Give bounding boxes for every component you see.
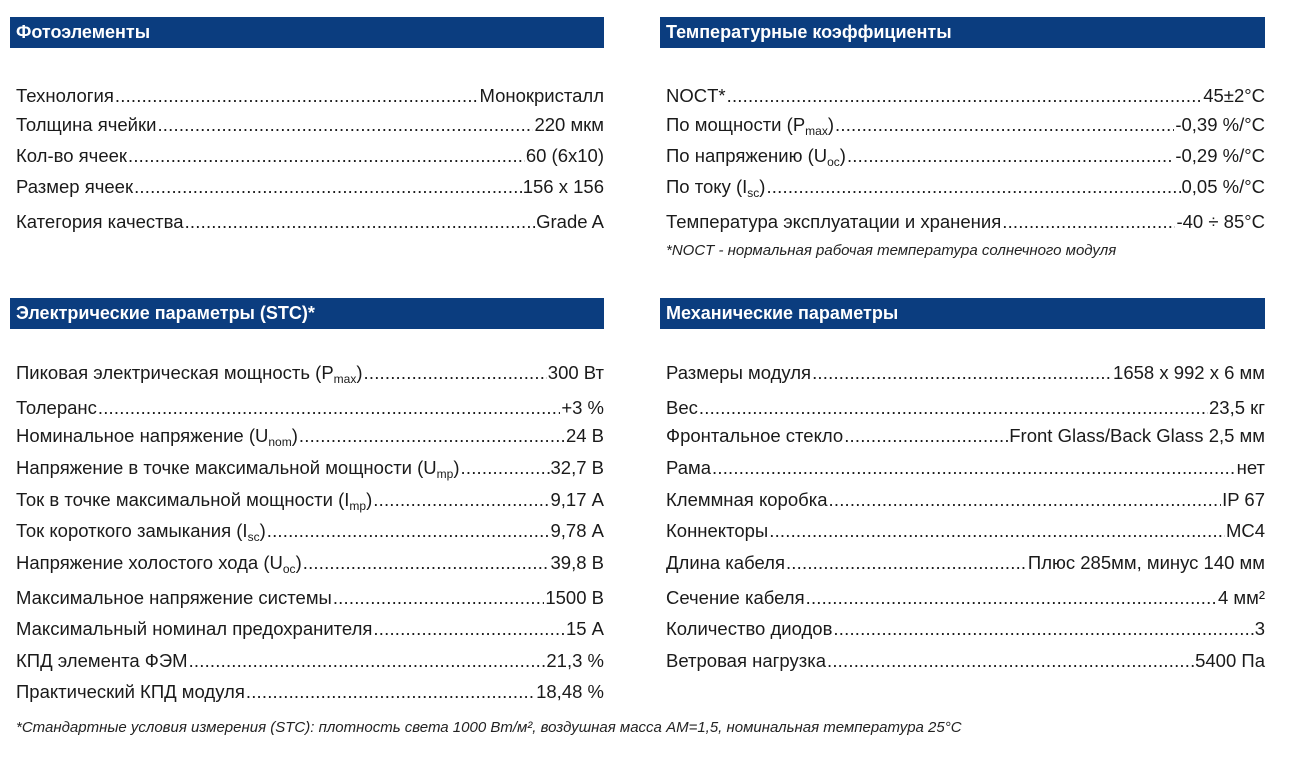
leader-dots (246, 681, 535, 703)
spec-row (16, 395, 604, 419)
spec-value: 21,3 % (546, 650, 604, 671)
spec-label: По току $(I_{sc})$ (666, 176, 766, 200)
spec-label: Толеранс (16, 397, 97, 418)
leader-dots (303, 552, 550, 574)
spec-label: Ток в точке максимальной мощности $(I_{mp})$ (16, 489, 373, 513)
leader-dots (786, 552, 1027, 574)
section-header-cells: Фотоэлементы (10, 17, 604, 48)
spec-row (16, 518, 604, 542)
leader-dots (115, 85, 479, 107)
section-header-electrical: Электрические параметры (STC)* (10, 298, 604, 329)
spec-value: нет (1236, 457, 1265, 478)
spec-value: Front Glass/Back Glass 2,5 мм (1009, 425, 1265, 446)
section-mechanical (660, 298, 1265, 671)
spec-label: Длина кабеля (666, 552, 785, 573)
spec-row (16, 174, 604, 198)
spec-row (16, 585, 604, 609)
spec-label: Практический КПД модуля (16, 681, 245, 702)
spec-row (666, 550, 1265, 574)
leader-dots (1002, 211, 1175, 233)
spec-value: 23,5 кг (1209, 397, 1265, 418)
spec-row (16, 487, 604, 511)
section-cells (10, 17, 604, 232)
spec-row (666, 143, 1265, 167)
leader-dots (727, 85, 1203, 107)
spec-value: IP 67 (1222, 489, 1265, 510)
spec-row (666, 174, 1265, 198)
spec-label: Количество диодов (666, 618, 833, 639)
spec-row (16, 83, 604, 107)
leader-dots (299, 425, 565, 447)
spec-label: Ветровая нагрузка (666, 650, 826, 671)
leader-dots (189, 650, 546, 672)
spec-value: 5400 Па (1195, 650, 1265, 671)
spec-value: 0,05 %/°C (1181, 176, 1265, 197)
spec-row (16, 616, 604, 640)
spec-label: Рама (666, 457, 712, 478)
spec-value: -0,29 %/°C (1175, 145, 1265, 166)
spec-row (666, 455, 1265, 479)
spec-row (666, 423, 1265, 447)
leader-dots (769, 520, 1225, 542)
spec-label: Технология (16, 85, 114, 106)
spec-label: Категория качества (16, 211, 184, 232)
spec-row (16, 648, 604, 672)
spec-row (16, 143, 604, 167)
spec-row (666, 83, 1265, 107)
spec-label: Номинальное напряжение $(U_{nom})$ (16, 425, 298, 449)
spec-row (666, 518, 1265, 542)
leader-dots (128, 145, 525, 167)
spec-value: 18,48 % (536, 681, 604, 702)
spec-row (666, 648, 1265, 672)
spec-label: Толщина ячейки (16, 114, 157, 135)
leader-dots (699, 397, 1208, 419)
leader-dots (98, 397, 560, 419)
spec-label: Напряжение холостого хода $(U_{oc})$ (16, 552, 302, 576)
spec-label: По напряжению $(U_{oc})$ (666, 145, 846, 169)
spec-row (16, 550, 604, 574)
leader-dots (833, 618, 1253, 640)
leader-dots (364, 362, 547, 384)
spec-label: Максимальное напряжение системы (16, 587, 332, 608)
spec-value: 1500 В (545, 587, 604, 608)
section-temperature (660, 17, 1265, 259)
leader-dots (829, 489, 1222, 511)
spec-label: Температура эксплуатации и хранения (666, 211, 1002, 232)
spec-label: Сечение кабеля (666, 587, 805, 608)
leader-dots (812, 362, 1112, 384)
spec-label: Напряжение в точке максимальной мощности $(U_{mp})$ (16, 457, 460, 481)
spec-label: Фронтальное стекло (666, 425, 844, 446)
spec-value: 220 мкм (534, 114, 604, 135)
spec-row (666, 209, 1265, 233)
spec-label: Коннекторы (666, 520, 769, 541)
spec-label: Ток короткого замыкания $(I_{sc})$ (16, 520, 266, 544)
spec-row (16, 423, 604, 447)
spec-row (666, 616, 1265, 640)
spec-value: 156 x 156 (522, 176, 604, 197)
stc-footnote: *Стандартные условия измерения (STC): плотность света 1000 Вт/м², воздушная масса AM=1,5, номинальная температура 25°C (16, 719, 962, 736)
leader-dots (461, 457, 550, 479)
spec-row (16, 360, 604, 384)
leader-dots (267, 520, 550, 542)
leader-dots (835, 114, 1174, 136)
spec-value: 9,17 А (550, 489, 604, 510)
spec-value: 3 (1254, 618, 1265, 639)
spec-label: Пиковая электрическая мощность $(P_{max})$ (16, 362, 363, 386)
spec-value: 32,7 В (550, 457, 604, 478)
spec-value: 45±2°C (1203, 85, 1265, 106)
section-header-mechanical: Механические параметры (660, 298, 1265, 329)
spec-value: 9,78 А (550, 520, 604, 541)
section-electrical (10, 298, 604, 702)
spec-row (666, 487, 1265, 511)
spec-value: 300 Вт (547, 362, 604, 383)
spec-label: Клеммная коробка (666, 489, 828, 510)
leader-dots (844, 425, 1008, 447)
leader-dots (157, 114, 533, 136)
spec-value: 60 (6x10) (525, 145, 604, 166)
spec-label: Кол-во ячеек (16, 145, 127, 166)
leader-dots (827, 650, 1194, 672)
leader-dots (712, 457, 1236, 479)
spec-value: Grade A (536, 211, 604, 232)
spec-value: -40 ÷ 85°C (1176, 211, 1265, 232)
spec-label: Вес (666, 397, 698, 418)
spec-row (16, 209, 604, 233)
spec-row (666, 112, 1265, 136)
spec-row (16, 679, 604, 703)
noct-note: *NOCT - нормальная рабочая температура солнечного модуля (666, 242, 1117, 259)
leader-dots (373, 618, 565, 640)
spec-label: Размер ячеек (16, 176, 134, 197)
spec-value: 15 А (565, 618, 604, 639)
leader-dots (333, 587, 545, 609)
spec-row (16, 112, 604, 136)
spec-value: 24 В (565, 425, 604, 446)
leader-dots (806, 587, 1217, 609)
leader-dots (185, 211, 536, 233)
spec-row (16, 455, 604, 479)
spec-label: По мощности $(P_{max})$ (666, 114, 835, 138)
spec-value: MC4 (1225, 520, 1265, 541)
section-header-temperature: Температурные коэффициенты (660, 17, 1265, 48)
leader-dots (373, 489, 549, 511)
spec-value: +3 % (561, 397, 604, 418)
spec-row (666, 585, 1265, 609)
spec-row (666, 395, 1265, 419)
spec-label: NOCT* (666, 85, 726, 106)
leader-dots (847, 145, 1174, 167)
spec-label: Размеры модуля (666, 362, 812, 383)
spec-value: 1658 x 992 x 6 мм (1113, 362, 1265, 383)
spec-label: Максимальный номинал предохранителя (16, 618, 373, 639)
spec-label: КПД элемента ФЭМ (16, 650, 188, 671)
spec-value: -0,39 %/°C (1175, 114, 1265, 135)
spec-value: Плюс 285мм, минус 140 мм (1027, 552, 1265, 573)
spec-row (666, 360, 1265, 384)
leader-dots (766, 176, 1180, 198)
spec-value: 39,8 В (550, 552, 604, 573)
spec-value: 4 мм² (1217, 587, 1265, 608)
spec-value: Монокристалл (479, 85, 604, 106)
leader-dots (134, 176, 522, 198)
